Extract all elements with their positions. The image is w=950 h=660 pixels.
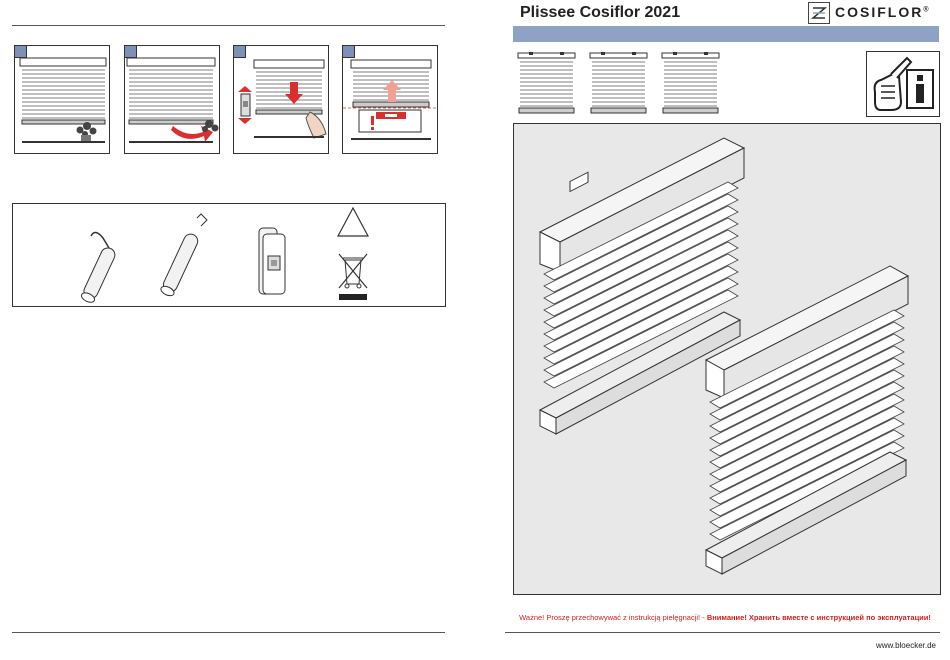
pull-down-arrow-icon [234,46,328,153]
top-rule-left [12,25,445,26]
variant-2-thumbnail [589,51,648,115]
step-3-panel [233,45,329,154]
brand-logo [808,2,938,24]
brush-roller-icon [80,232,117,304]
waste-bin-crossed-icon [339,254,367,300]
title-banner [513,26,939,42]
small-blind-drawing [706,266,908,574]
step-4-panel [342,45,438,154]
bottom-rule-right [505,632,940,633]
product-illustration-panel [513,123,941,595]
warning-triangle-icon [338,208,368,236]
cleaning-clip-icon [259,228,285,294]
storage-warning: Ważne! Proszę przechowywać z instrukcją pielęgnacji! - Внимание! Хранить вместе с инструкцией по эксплуатации! [519,613,931,622]
brand-mark-icon [808,2,830,24]
parts-panel [12,203,446,307]
brand-wordmark: COSIFLOR® [835,4,931,20]
foam-roller-icon [159,214,207,298]
variant-3-thumbnail [661,51,720,115]
push-up-arrow-icon [343,46,437,153]
blind-with-plant-icon [15,46,109,153]
read-manual-icon [866,51,940,117]
page-title: Plissee Cosiflor 2021 [520,4,681,21]
footer-url[interactable]: www.bloecker.de [875,641,936,650]
bottom-rule-left [12,632,445,633]
pleated-blind-illustration [514,124,940,594]
variant-1-thumbnail [517,51,576,115]
step-2-panel [124,45,220,154]
step-1-panel [14,45,110,154]
remove-plant-arrow-icon [125,46,219,153]
